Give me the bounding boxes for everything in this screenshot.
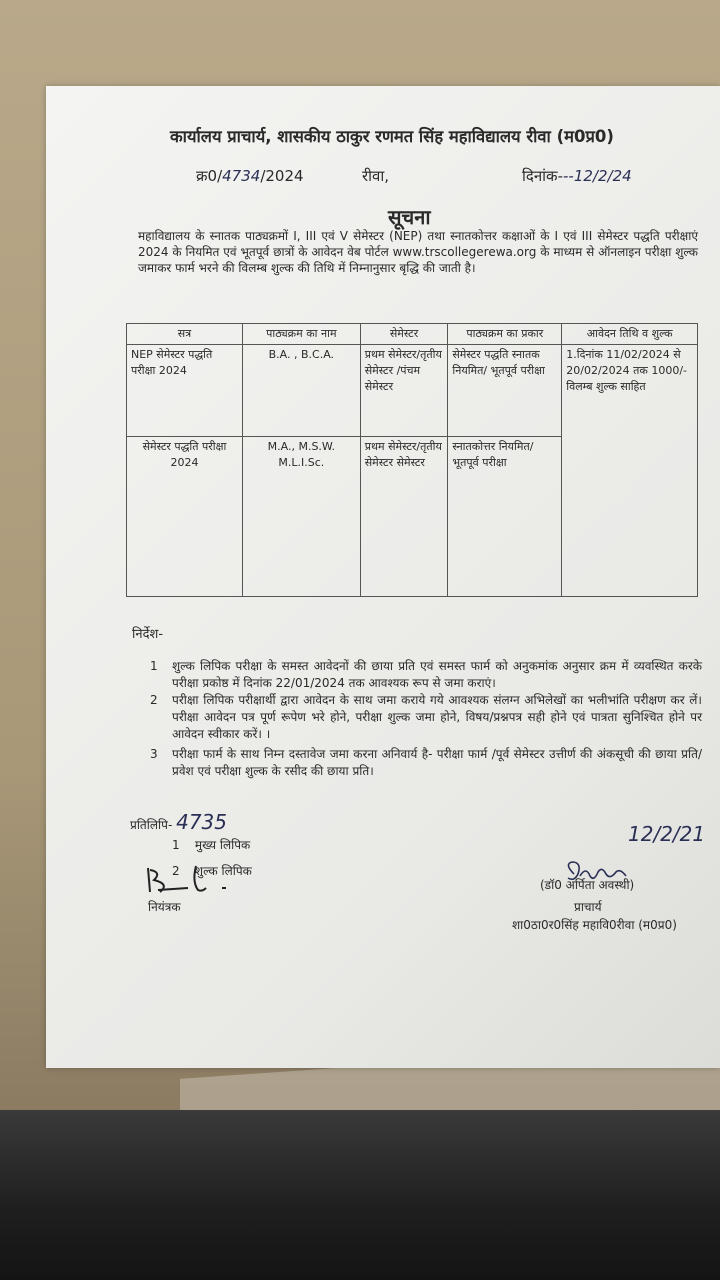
copy-handwritten-number: 4735 (176, 810, 228, 834)
instruction-item (150, 658, 702, 692)
copy-item-text: मुख्य लिपिक (194, 838, 251, 852)
date-handwritten: --12/2/24 (563, 167, 632, 185)
office-title: कार्यालय प्राचार्य, शासकीय ठाकुर रणमत सिंह महाविद्यालय रीवा (म0प्र0) (170, 127, 614, 146)
copy-item-number: 1 (172, 838, 180, 852)
controller-signature (140, 862, 240, 898)
copy-label-text: प्रतिलिपि- (130, 818, 173, 832)
instruction-number: 3 (150, 747, 158, 761)
cell-fee: 1.दिनांक 11/02/2024 से 20/02/2024 तक 1000/- विलम्ब शुल्क साहित (562, 345, 698, 597)
cell-type: स्नातकोत्तर नियमित/ भूतपूर्व परीक्षा (448, 437, 562, 597)
principal-designation: प्राचार्य (574, 900, 602, 914)
notice-heading: सूचना (388, 205, 431, 229)
copy-item (172, 836, 250, 853)
copy-item-number: 2 (172, 864, 180, 878)
controller-label: नियंत्रक (148, 900, 181, 914)
cell-course: B.A. , B.C.A. (242, 345, 360, 437)
schedule-table (126, 323, 698, 597)
ref-prefix: क्र0/ (196, 167, 223, 185)
background-dark-area (0, 1110, 720, 1280)
cell-type: सेमेस्टर पद्धति स्नातक नियमित/ भूतपूर्व परीक्षा (448, 345, 562, 437)
ref-suffix: /2024 (260, 167, 304, 185)
header-session: सत्र (127, 324, 243, 345)
header-semester: सेमेस्टर (360, 324, 448, 345)
cell-course: M.A., M.S.W. M.L.I.Sc. (242, 437, 360, 597)
header-course: पाठ्यक्रम का नाम (242, 324, 360, 345)
ref-handwritten: 4734 (222, 167, 261, 185)
instruction-text: परीक्षा फार्म के साथ निम्न दस्तावेज जमा करना अनिवार्य है- परीक्षा फार्म /पूर्व सेमेस्टर उत्तीर्ण की अंकसूची की छाया प्रति/ प्रवेश एवं परीक्षा शुल्क के रसीद की छाया प्रति। (172, 747, 702, 778)
copy-item-text: शुल्क लिपिक (194, 864, 252, 878)
header-fee: आवेदन तिथि व शुल्क (562, 324, 698, 345)
table-row (127, 345, 698, 437)
notice-body: महाविद्यालय के स्नातक पाठ्यक्रमों I, III एवं V सेमेस्टर (NEP) तथा स्नातकोत्तर कक्षाओं के I एवं III सेमेस्टर पद्धति परीक्षाएं 2024 के नियमित एवं भूतपूर्व छात्रों के आवेदन वेब पोर्टल www.trscollegerewa.org के माध्यम से ऑनलाइन परीक्षा शुल्क जमाकर फार्म भरने की विलम्ब शुल्क की तिथि में निम्नानुसार बृद्धि की जाती है। (138, 229, 698, 275)
cell-session: सेमेस्टर पद्धति परीक्षा 2024 (127, 437, 243, 597)
cell-session: NEP सेमेस्टर पद्धति परीक्षा 2024 (127, 345, 243, 437)
cell-semester: प्रथम सेमेस्टर/तृतीय सेमेस्टर सेमेस्टर (360, 437, 448, 597)
date-label: दिनांक- (522, 167, 563, 185)
date (522, 166, 632, 186)
instruction-item (150, 692, 702, 743)
table-header-row (127, 324, 698, 345)
instruction-text: शुल्क लिपिक परीक्षा के समस्त आवेदनों की छाया प्रति एवं समस्त फार्म को अनुकमांक अनुसार क्रम में व्यवस्थित करके परीक्षा प्रकोष्ठ में दिनांक 22/01/2024 तक आवश्यक रूप से जमा कराएं। (172, 659, 702, 690)
copy-label (130, 810, 227, 834)
instruction-item (150, 746, 702, 780)
instruction-text: परीक्षा लिपिक परीक्षार्थी द्वारा आवेदन के साथ जमा कराये गये आवश्यक संलग्न अभिलेखों का भलीभांति परीक्षण कर लें। परीक्षा आवेदन पत्र पूर्ण रूपेण भरे होने, परीक्षा शुल्क जमा होने, विषय/प्रश्नपत्र सही होने एवं पात्रता सुनिश्चित होने पर आवेदन स्वीकार करें। । (172, 693, 702, 741)
college-short-name: शा0ठा0र0सिंह महावि0रीवा (म0प्र0) (512, 918, 677, 932)
place: रीवा, (362, 167, 390, 185)
instructions-label: निर्देश- (132, 627, 164, 642)
instruction-number: 1 (150, 659, 158, 673)
reference-number (196, 166, 304, 186)
instruction-number: 2 (150, 693, 158, 707)
handwritten-date: 12/2/21 (628, 822, 706, 846)
cell-semester: प्रथम सेमेस्टर/तृतीय सेमेस्टर /पंचम सेमेस्टर (360, 345, 448, 437)
header-type: पाठ्यक्रम का प्रकार (448, 324, 562, 345)
principal-name: (डॉ0 अर्पिता अवस्थी) (540, 878, 635, 892)
